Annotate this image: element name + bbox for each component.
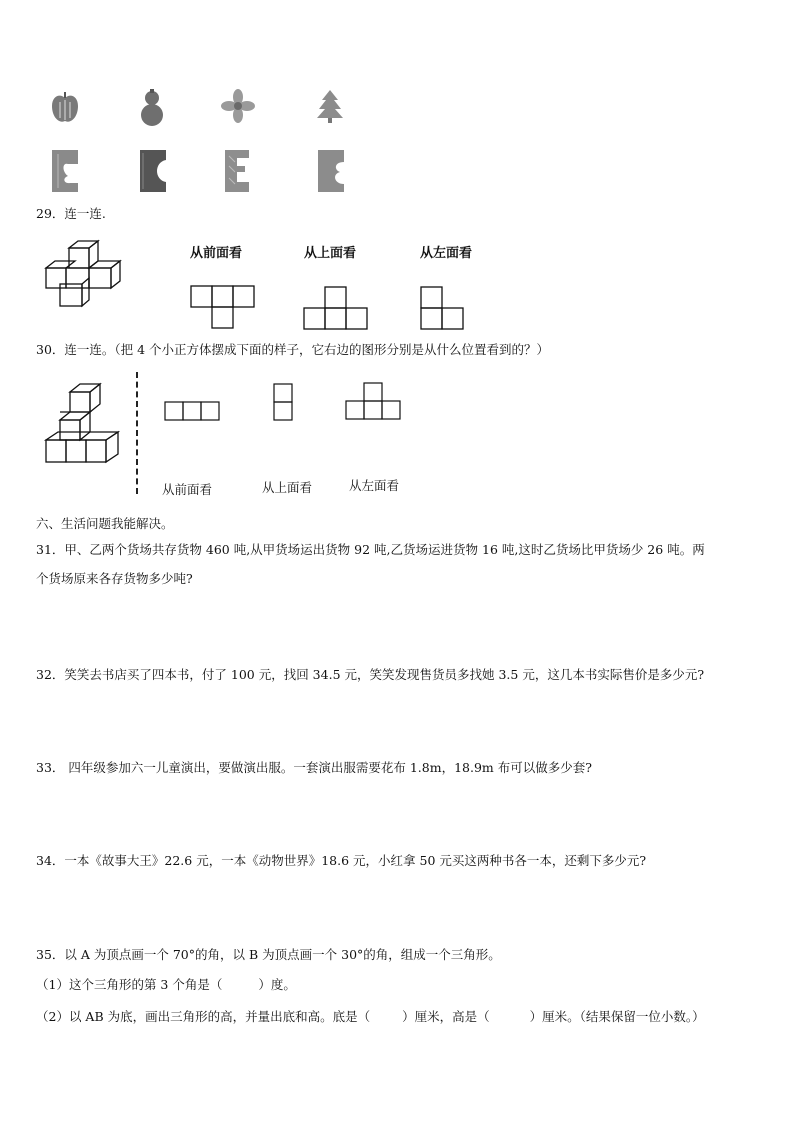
cutout-4: [318, 150, 344, 196]
q35-part2-text-c: ）厘米。（结果保留一位小数。）: [529, 1009, 705, 1024]
cutout-e-a-icon: [52, 150, 78, 192]
flower-icon: [220, 88, 256, 124]
q35-part1: [36, 976, 296, 994]
cube-solid-icon: [42, 238, 126, 310]
cutout-e-b-icon: [225, 150, 249, 192]
cutout-1: [52, 150, 78, 196]
q35-part2-text-a: （2）以 AB 为底，画出三角形的高，并量出底和高。底是（: [36, 1009, 371, 1024]
stacked-cubes-icon: [46, 380, 126, 480]
q35-part2: [36, 1008, 705, 1026]
q33-text: 33． 四年级参加六一儿童演出，要做演出服。一套演出服需要花布 1.8m，18.9m 布可以做多少套?: [36, 760, 592, 775]
q29-solid: [42, 238, 126, 314]
cutout-e-c-icon: [318, 150, 344, 192]
view-stepped-icon: [345, 382, 405, 422]
q30-view-1: [164, 401, 222, 425]
view-two-column-icon: [273, 383, 295, 423]
q29-view-top-label: 从上面看: [304, 246, 357, 261]
section-6-heading: 六、生活问题我能解决。: [36, 516, 174, 531]
q35-part1-text-a: （1）这个三角形的第 3 个角是（: [36, 977, 223, 992]
shape-flower: [220, 88, 256, 128]
q30-title: 30．连一连。（把 4 个小正方体摆成下面的样子，它右边的图形分别是从什么位置看到的？）: [36, 342, 550, 357]
shape-gourd: [137, 88, 167, 132]
q35-stem: 35．以 A 为顶点画一个 70°的角，以 B 为顶点画一个 30°的角，组成一个三角形。: [36, 947, 501, 962]
shape-tree: [316, 88, 344, 128]
q29-view-left-label: 从左面看: [420, 246, 473, 261]
q31-line2: 个货场原来各存货物多少吨?: [36, 571, 193, 586]
q29-view-2: [303, 286, 371, 334]
q32-text: 32．笑笑去书店买了四本书，付了 100 元，找回 34.5 元，笑笑发现售货员多找她 3.5 元，这几本书实际售价是多少元?: [36, 667, 705, 682]
q29-view-1: [190, 285, 258, 333]
q34-text: 34．一本《故事大王》22.6 元，一本《动物世界》18.6 元，小红拿 50 元买这两种书各一本，还剩下多少元?: [36, 853, 647, 868]
cutout-c-icon: [140, 150, 166, 192]
q29-title: 29．连一连.: [36, 206, 106, 221]
q29-view-3: [420, 286, 466, 334]
apple-icon: [50, 90, 80, 126]
q30-view-3: [345, 382, 405, 426]
q30-view-2: [273, 383, 295, 427]
q30-view-left-label: 从左面看: [349, 478, 400, 493]
q30-view-front-label: 从前面看: [162, 482, 213, 497]
view-inverted-t-icon: [303, 286, 371, 330]
q30-divider: [136, 372, 138, 494]
view-l-shape-icon: [420, 286, 466, 330]
q30-solid: [46, 380, 126, 484]
q29-view-front-label: 从前面看: [190, 246, 243, 261]
q31-line1: 31．甲、乙两个货场共存货物 460 吨,从甲货场运出货物 92 吨,乙货场运进货物 16 吨,这时乙货场比甲货场少 26 吨。两: [36, 542, 705, 557]
shape-apple: [50, 90, 80, 130]
cutout-3: [225, 150, 249, 196]
view-three-row-icon: [164, 401, 222, 421]
q35-part2-text-b: ）厘米，高是（: [402, 1009, 490, 1024]
tree-icon: [316, 88, 344, 124]
view-t-shape-icon: [190, 285, 258, 329]
cutout-2: [140, 150, 166, 196]
q35-part1-text-b: ）度。: [258, 977, 296, 992]
q30-view-top-label: 从上面看: [262, 480, 313, 495]
gourd-icon: [137, 88, 167, 128]
